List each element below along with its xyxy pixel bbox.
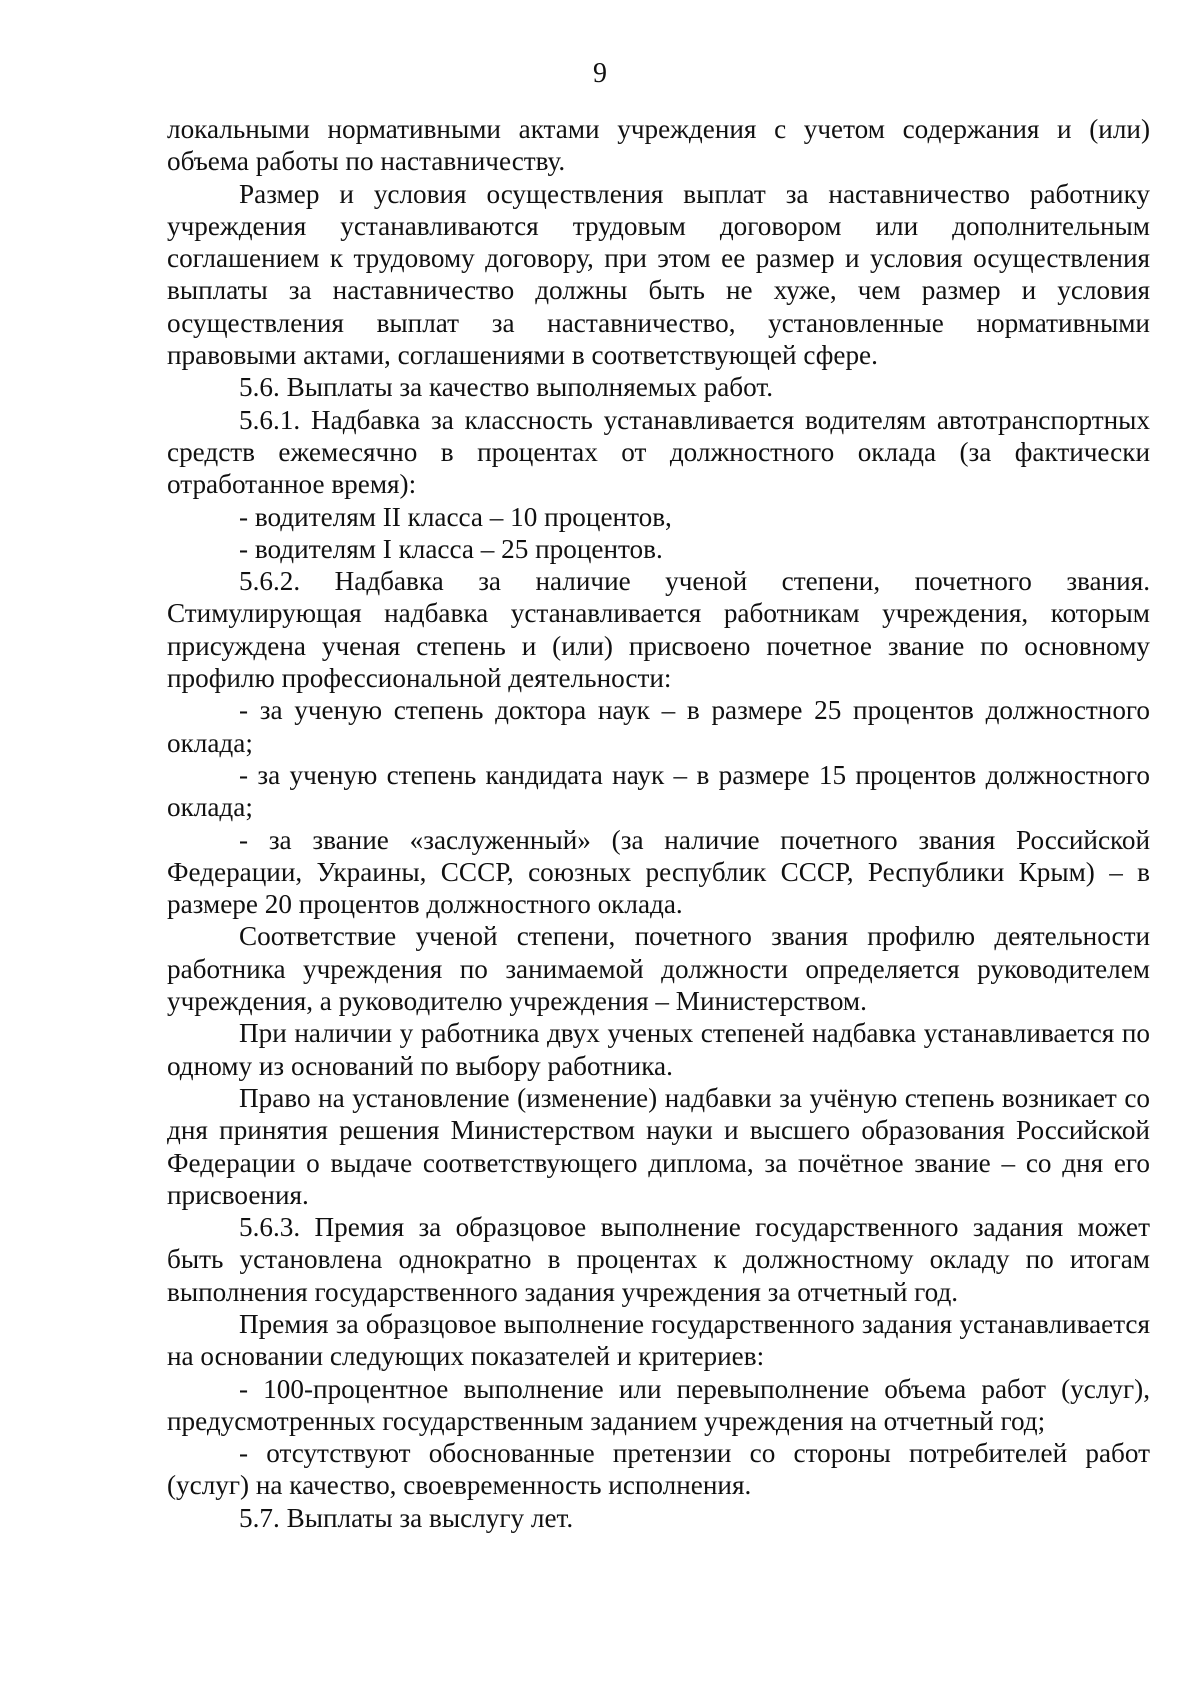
section-heading: 5.6. Выплаты за качество выполняемых работ. [239, 372, 773, 403]
paragraph: Размер и условия осуществления выплат за наставничество работнику учреждения устанавливаются трудовым договором или дополнительным соглашением к трудовому договору, при этом ее размер и условия осуществления выплаты за наставничество должны быть не хуже, чем размер и условия осуществления выплат за наставничество, установленные нормативными правовыми актами, соглашениями в соответствующей сфере. [167, 178, 1150, 371]
paragraph: Соответствие ученой степени, почетного звания профилю деятельности работника учреждения по занимаемой должности определяется руководителем учреждения, а руководителю учреждения – Министерством. [167, 921, 1150, 1017]
document-body [167, 113, 1150, 1534]
paragraph: 5.6.1. Надбавка за классность устанавливается водителям автотранспортных средств ежемесячно в процентах от должностного оклада (за фактически отработанное время): [167, 404, 1150, 500]
list-item: - водителям II класса – 10 процентов, [239, 501, 672, 532]
list-item: - за звание «заслуженный» (за наличие почетного звания Российской Федерации, Украины, СССР, союзных республик СССР, Республики Крым) – в размере 20 процентов должностного оклада. [167, 824, 1150, 920]
list-item: - отсутствуют обоснованные претензии со стороны потребителей работ (услуг) на качество, своевременность исполнения. [167, 1438, 1150, 1501]
list-item: - 100-процентное выполнение или перевыполнение объема работ (услуг), предусмотренных государственным заданием учреждения на отчетный год; [167, 1373, 1150, 1436]
list-item: - за ученую степень кандидата наук – в размере 15 процентов должностного оклада; [167, 759, 1150, 823]
paragraph: 5.6.3. Премия за образцовое выполнение государственного задания может быть установлена однократно в процентах к должностному окладу по итогам выполнения государственного задания учреждения за отчетный год. [167, 1212, 1150, 1307]
paragraph: Премия за образцовое выполнение государственного задания устанавливается на основании следующих показателей и критериев: [167, 1308, 1150, 1372]
paragraph: Право на установление (изменение) надбавки за учёную степень возникает со дня принятия решения Министерством науки и высшего образования Российской Федерации о выдаче соответствующего диплома, за почётное звание – со дня его присвоения. [167, 1082, 1150, 1210]
paragraph: При наличии у работника двух ученых степеней надбавка устанавливается по одному из оснований по выбору работника. [167, 1018, 1150, 1081]
page-number: 9 [593, 58, 607, 89]
list-item: - за ученую степень доктора наук – в размере 25 процентов должностного оклада; [167, 695, 1150, 758]
paragraph: локальными нормативными актами учреждения с учетом содержания и (или) объема работы по наставничеству. [167, 114, 1150, 177]
list-item: - водителям I класса – 25 процентов. [239, 533, 663, 564]
paragraph: 5.6.2. Надбавка за наличие ученой степени, почетного звания. Стимулирующая надбавка устанавливается работникам учреждения, которым присуждена ученая степень и (или) присвоено почетное звание по основному профилю профессиональной деятельности: [167, 566, 1150, 694]
section-heading: 5.7. Выплаты за выслугу лет. [239, 1502, 574, 1533]
